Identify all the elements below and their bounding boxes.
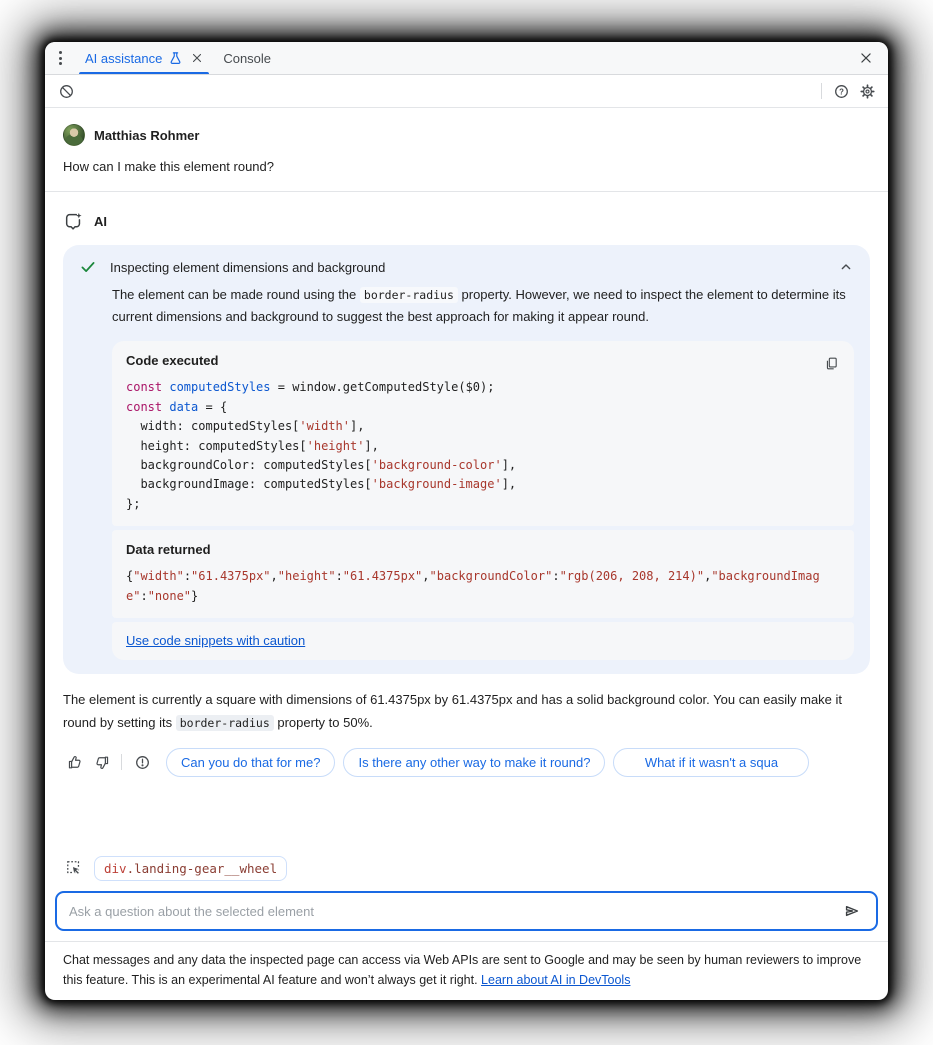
help-button[interactable] — [828, 78, 854, 104]
flask-icon — [168, 51, 183, 66]
ai-step-container — [63, 245, 870, 674]
thumbs-up-button[interactable] — [63, 750, 87, 774]
svg-text:?: ? — [838, 86, 844, 96]
report-button[interactable] — [130, 750, 154, 774]
tab-ai-assistance[interactable] — [75, 42, 213, 74]
step-title: Inspecting element dimensions and background — [110, 259, 386, 275]
tab-label: AI assistance — [85, 50, 163, 66]
active-tab-underline — [79, 72, 209, 75]
chevron-up-icon[interactable] — [838, 259, 854, 275]
suggestion-chip[interactable]: Is there any other way to make it round? — [343, 748, 605, 777]
ask-input-container — [55, 891, 878, 931]
ai-message-header — [63, 211, 870, 232]
ai-label: AI — [94, 214, 107, 229]
user-message-header — [63, 124, 870, 146]
tab-bar — [45, 42, 888, 75]
ai-spark-icon — [63, 211, 84, 232]
clear-chat-button[interactable] — [53, 78, 79, 104]
input-zone — [45, 840, 888, 1000]
devtools-panel — [45, 42, 888, 1000]
close-devtools-button[interactable] — [844, 42, 888, 74]
message-divider — [45, 191, 888, 192]
selected-element-row — [55, 850, 878, 891]
element-picker-button[interactable] — [63, 858, 85, 880]
user-question-text: How can I make this element round? — [63, 159, 274, 174]
disclaimer-footer — [45, 941, 888, 1000]
kebab-icon — [59, 51, 62, 65]
returned-data[interactable]: {"width":"61.4375px","height":"61.4375px","backgroundColor":"rgb(206, 208, 214)","backgroundImage":"none"} — [126, 569, 820, 603]
tab-close-icon[interactable] — [191, 52, 203, 64]
feedback-row — [63, 748, 888, 777]
copy-code-button[interactable] — [818, 350, 844, 376]
user-avatar — [63, 124, 85, 146]
send-button[interactable] — [838, 897, 866, 925]
thumbs-down-button[interactable] — [89, 750, 113, 774]
data-returned-title: Data returned — [126, 542, 211, 558]
ask-question-input[interactable] — [69, 904, 838, 919]
settings-gear-button[interactable] — [854, 78, 880, 104]
suggestion-chip[interactable]: Can you do that for me? — [166, 748, 335, 777]
tab-console[interactable] — [213, 42, 281, 74]
user-name: Matthias Rohmer — [94, 127, 200, 143]
selector-tag: div — [104, 861, 127, 876]
suggestion-chip[interactable]: What if it wasn't a squa — [613, 748, 809, 777]
check-icon — [79, 258, 97, 276]
ai-answer-text: The element is currently a square with dimensions of 61.4375px by 61.4375px and has a solid background color. You can easily make it round by setting its border-radius property to 50%. — [63, 692, 843, 730]
toolbar-divider — [821, 83, 822, 99]
selector-classes: .landing-gear__wheel — [126, 861, 278, 876]
step-paragraph: The element can be made round using the border-radius property. However, we need to inspect the element to determine its current dimensions and background to suggest the best approach for making it appear round. — [112, 287, 846, 325]
feedback-divider — [121, 754, 122, 770]
data-returned-card — [112, 530, 854, 618]
panel-toolbar — [45, 75, 888, 108]
code-executed-title: Code executed — [126, 353, 219, 369]
tab-label: Console — [223, 50, 272, 66]
executed-code[interactable]: const computedStyles = window.getComputedStyle($0); const data = { width: computedStyles['width'], height: computedStyles['height'], backgroundColor: computedStyles['background-color'], backgroundImage: computedStyles['background-image'], }; — [126, 380, 517, 511]
code-caution-link[interactable]: Use code snippets with caution — [126, 633, 306, 649]
suggestion-chips — [166, 748, 888, 777]
disclaimer-text: Chat messages and any data the inspected page can access via Web APIs are sent to Google and may be seen by human reviewers to improve this feature. This is an experimental AI feature and won’t always get it right. — [63, 953, 862, 987]
step-header[interactable] — [79, 258, 854, 276]
selected-element-chip[interactable] — [94, 856, 287, 881]
learn-about-ai-link[interactable]: Learn about AI in DevTools — [481, 973, 631, 987]
caution-strip — [112, 622, 854, 660]
chat-scroll-area[interactable] — [45, 108, 888, 840]
code-executed-card — [112, 341, 854, 526]
more-tabs-menu-button[interactable] — [45, 42, 75, 74]
